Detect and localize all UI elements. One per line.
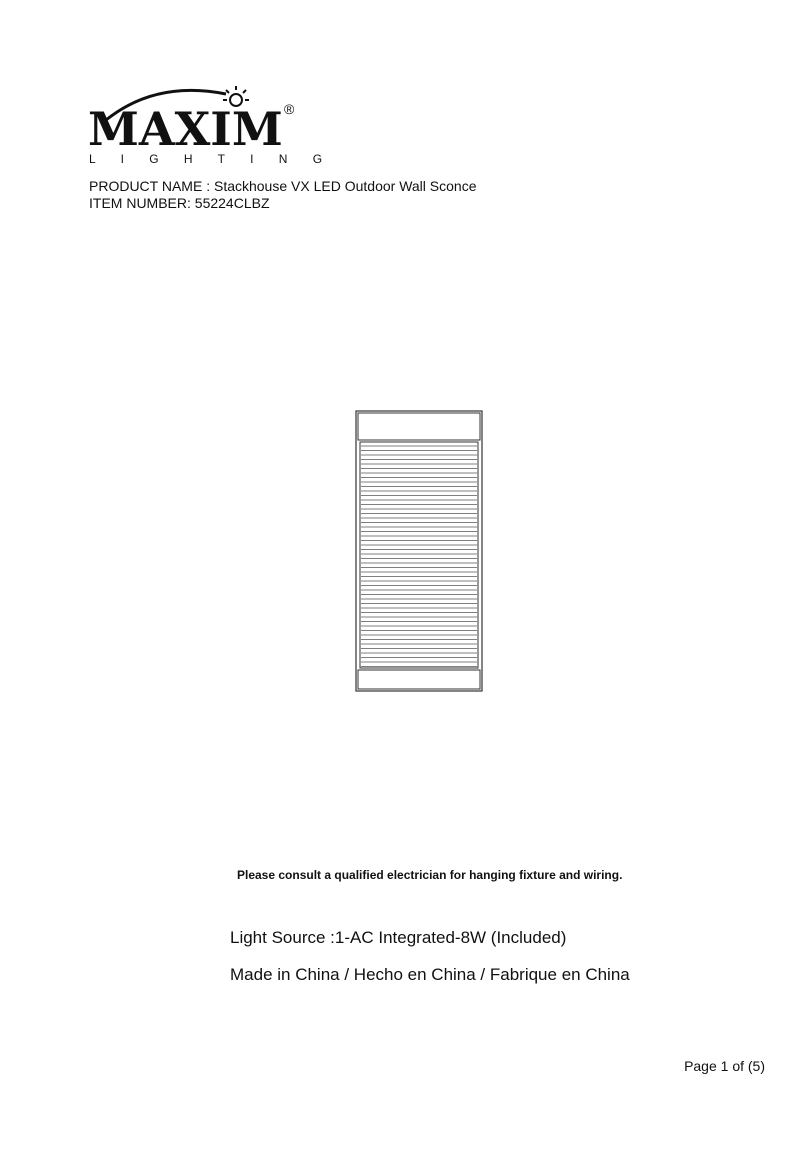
registered-mark: ® <box>284 101 295 117</box>
brand-subtitle: L I G H T I N G <box>89 152 334 166</box>
electrician-warning: Please consult a qualified electrician for hanging fixture and wiring. <box>237 868 623 882</box>
brand-wordmark: MAXIM <box>88 102 283 156</box>
light-source-spec: Light Source :1-AC Integrated-8W (Included) <box>230 928 567 947</box>
product-name: PRODUCT NAME : Stackhouse VX LED Outdoor Wall Sconce <box>89 178 477 194</box>
maxim-lighting-logo <box>86 80 334 170</box>
item-number: ITEM NUMBER: 55224CLBZ <box>89 195 270 211</box>
page-number: Page 1 of (5) <box>684 1058 765 1074</box>
fixture-body <box>360 442 478 668</box>
fixture-bottom-cap <box>358 670 480 689</box>
made-in-spec: Made in China / Hecho en China / Fabrique en China <box>230 965 630 984</box>
fixture-drawing <box>355 410 483 692</box>
fixture-top-cap <box>358 413 480 440</box>
